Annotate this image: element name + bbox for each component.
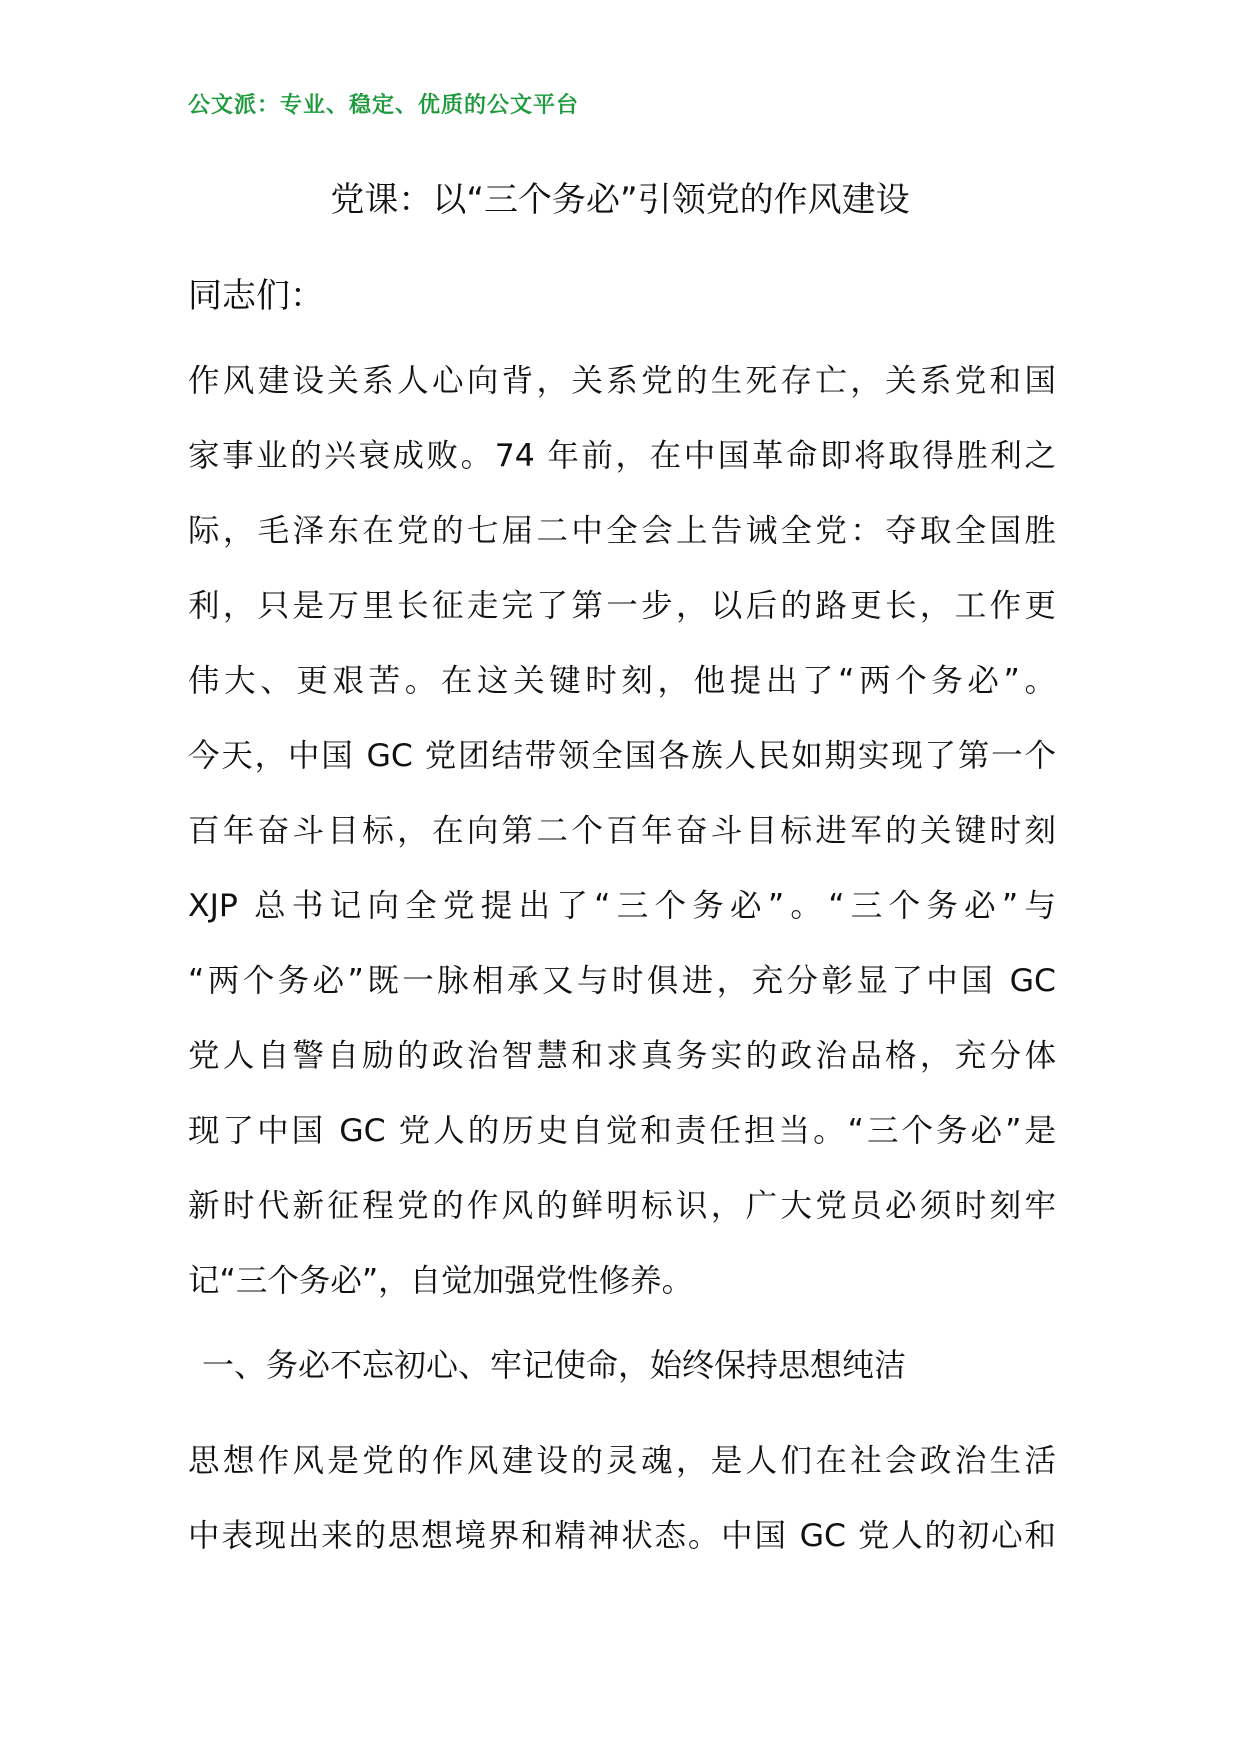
paragraph-line: “两个务必”既一脉相承又与时俱进，充分彰显了中国 GC (188, 963, 1056, 999)
paragraph-line: XJP 总书记向全党提出了“三个务必”。“三个务必”与 (188, 888, 1056, 924)
paragraph-line: 利，只是万里长征走完了第一步，以后的路更长，工作更 (188, 588, 1056, 624)
section-heading-1: 一、务必不忘初心、牢记使命，始终保持思想纯洁 (202, 1346, 907, 1384)
paragraph-line: 记“三个务必”，自觉加强党性修养。 (188, 1263, 694, 1299)
paragraph-1 (188, 344, 1056, 1319)
paragraph-line: 今天，中国 GC 党团结带领全国各族人民如期实现了第一个 (188, 738, 1056, 774)
site-header: 公文派：专业、稳定、优质的公文平台 (188, 92, 580, 118)
paragraph-line: 作风建设关系人心向背，关系党的生死存亡，关系党和国 (188, 363, 1056, 399)
document-title: 党课：以“三个务必”引领党的作风建设 (330, 180, 910, 220)
paragraph-line: 伟大、更艰苦。在这关键时刻，他提出了“两个务必”。 (188, 663, 1056, 699)
paragraph-line: 际，毛泽东在党的七届二中全会上告诫全党：夺取全国胜 (188, 513, 1056, 549)
paragraph-line: 百年奋斗目标，在向第二个百年奋斗目标进军的关键时刻 (188, 813, 1056, 849)
greeting: 同志们： (188, 276, 324, 316)
paragraph-line: 现了中国 GC 党人的历史自觉和责任担当。“三个务必”是 (188, 1113, 1056, 1149)
paragraph-line: 中表现出来的思想境界和精神状态。中国 GC 党人的初心和 (188, 1518, 1056, 1554)
paragraph-line: 家事业的兴衰成败。74 年前，在中国革命即将取得胜利之 (188, 438, 1056, 474)
paragraph-line: 思想作风是党的作风建设的灵魂，是人们在社会政治生活 (188, 1443, 1056, 1479)
paragraph-line: 党人自警自励的政治智慧和求真务实的政治品格，充分体 (188, 1038, 1056, 1074)
paragraph-line: 新时代新征程党的作风的鲜明标识，广大党员必须时刻牢 (188, 1188, 1056, 1224)
paragraph-2 (188, 1424, 1056, 1574)
